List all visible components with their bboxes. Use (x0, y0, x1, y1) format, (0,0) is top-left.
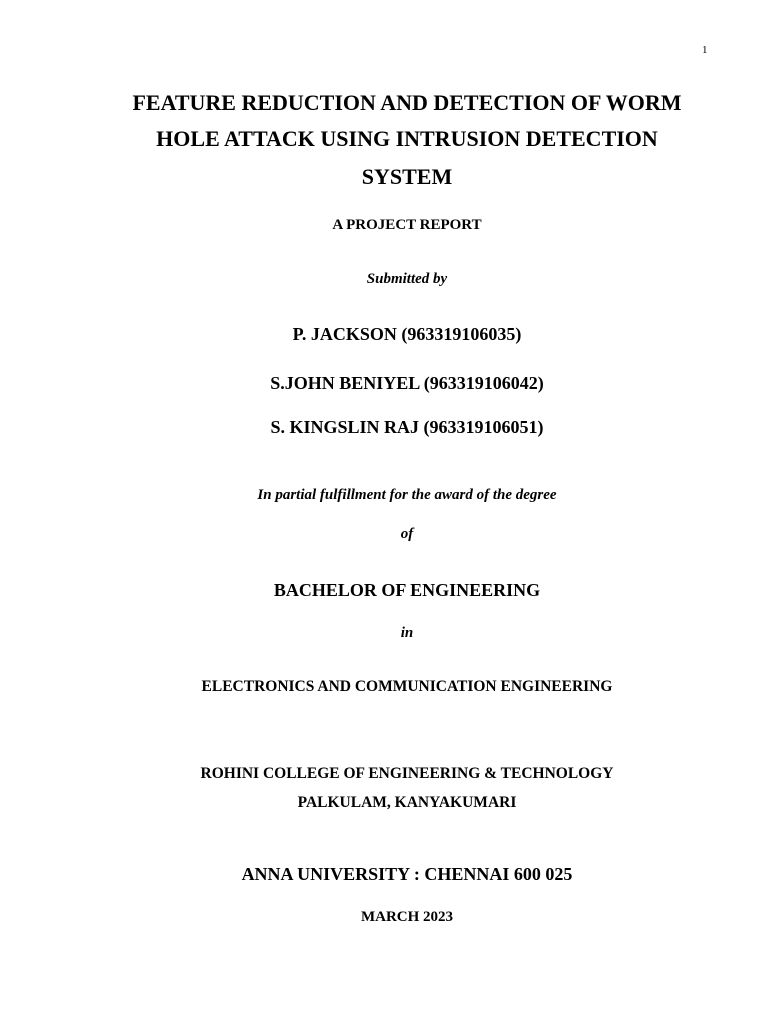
college-name: ROHINI COLLEGE OF ENGINEERING & TECHNOLOGY (200, 765, 614, 782)
student-2: S.JOHN BENIYEL (963319106042) (270, 373, 544, 393)
title-line-1: FEATURE REDUCTION AND DETECTION OF WORM (132, 90, 682, 115)
report-type: A PROJECT REPORT (332, 217, 482, 233)
degree: BACHELOR OF ENGINEERING (273, 580, 541, 600)
page-number: 1 (702, 44, 708, 56)
submission-date: MARCH 2023 (360, 909, 454, 925)
university: ANNA UNIVERSITY : CHENNAI 600 025 (241, 864, 573, 884)
student-3: S. KINGSLIN RAJ (963319106051) (270, 417, 544, 437)
in-text: in (400, 625, 414, 641)
submitted-by-label: Submitted by (366, 271, 448, 287)
college-location: PALKULAM, KANYAKUMARI (297, 794, 517, 811)
fulfillment-text: In partial fulfillment for the award of the degree (257, 487, 557, 503)
title-line-3: SYSTEM (361, 164, 453, 189)
of-text: of (400, 526, 414, 542)
student-1: P. JACKSON (963319106035) (292, 324, 522, 344)
department: ELECTRONICS AND COMMUNICATION ENGINEERING (201, 678, 613, 695)
title-line-2: HOLE ATTACK USING INTRUSION DETECTION (156, 126, 658, 151)
